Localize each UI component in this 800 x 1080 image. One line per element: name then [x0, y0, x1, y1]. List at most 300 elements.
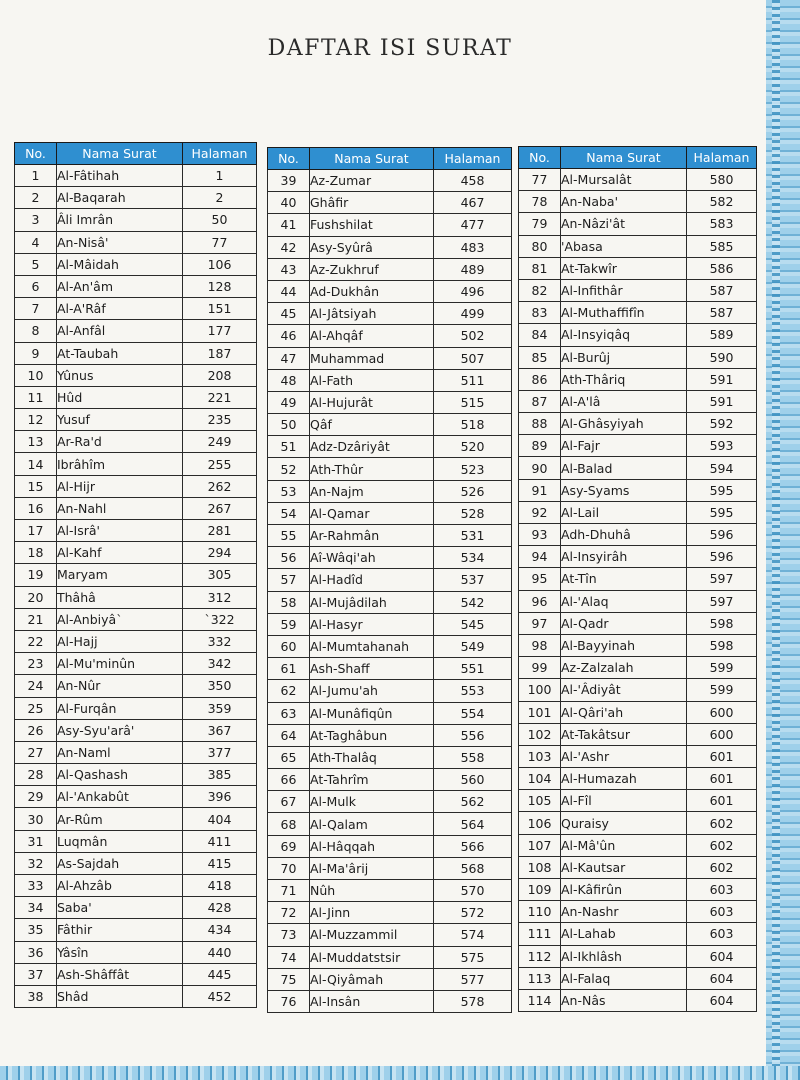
surah-name: An-Nâs — [561, 989, 687, 1011]
surah-number: 103 — [519, 745, 561, 767]
surah-table-3 — [518, 146, 757, 1012]
page-number: 255 — [183, 453, 257, 475]
page-number: 591 — [687, 390, 757, 412]
surah-number: 71 — [268, 880, 310, 902]
surah-name: 'Abasa — [561, 235, 687, 257]
table-row — [519, 257, 757, 279]
surah-number: 54 — [268, 502, 310, 524]
surah-number: 36 — [15, 941, 57, 963]
surah-name: Yusuf — [57, 409, 183, 431]
table-row — [15, 275, 257, 297]
surah-name: Al-Lahab — [561, 923, 687, 945]
table-row — [519, 745, 757, 767]
page-number: 415 — [183, 852, 257, 874]
table-row — [519, 945, 757, 967]
surah-name: Al-Mulk — [310, 791, 434, 813]
page-number: 534 — [434, 547, 512, 569]
table-row — [15, 342, 257, 364]
page-number: 187 — [183, 342, 257, 364]
page-number: 574 — [434, 924, 512, 946]
table-row — [519, 768, 757, 790]
surah-name: Al-'Alaq — [561, 590, 687, 612]
header-page: Halaman — [687, 147, 757, 169]
surah-name: Adh-Dhuhâ — [561, 524, 687, 546]
surah-number: 94 — [519, 546, 561, 568]
surah-number: 102 — [519, 723, 561, 745]
surah-number: 62 — [268, 680, 310, 702]
surah-name: Ar-Ra'd — [57, 431, 183, 453]
surah-number: 38 — [15, 985, 57, 1007]
surah-name: Ash-Shâffât — [57, 963, 183, 985]
page-number: 587 — [687, 279, 757, 301]
table-row — [519, 346, 757, 368]
surah-name: Al-'Ankabût — [57, 786, 183, 808]
surah-number: 84 — [519, 324, 561, 346]
table-row — [15, 453, 257, 475]
page-number: 249 — [183, 431, 257, 453]
table-row — [15, 985, 257, 1007]
table-row — [15, 653, 257, 675]
surah-name: Al-Anfâl — [57, 320, 183, 342]
table-row — [268, 391, 512, 413]
surah-number: 53 — [268, 480, 310, 502]
surah-name: Al-Mâ'ûn — [561, 834, 687, 856]
table-row — [15, 897, 257, 919]
surah-number: 19 — [15, 564, 57, 586]
surah-name: Al-Burûj — [561, 346, 687, 368]
surah-name: Yûnus — [57, 364, 183, 386]
page-number: 596 — [687, 524, 757, 546]
surah-number: 64 — [268, 724, 310, 746]
surah-number: 28 — [15, 764, 57, 786]
page-number: 601 — [687, 790, 757, 812]
page-number: 562 — [434, 791, 512, 813]
table-row — [519, 812, 757, 834]
surah-name: Al-Jinn — [310, 902, 434, 924]
surah-number: 74 — [268, 946, 310, 968]
table-row — [519, 967, 757, 989]
surah-name: Al-Falaq — [561, 967, 687, 989]
surah-number: 58 — [268, 591, 310, 613]
surah-name: Al-Qiyâmah — [310, 968, 434, 990]
surah-name: Al-Insyiqâq — [561, 324, 687, 346]
surah-number: 59 — [268, 613, 310, 635]
surah-number: 96 — [519, 590, 561, 612]
page-number: 566 — [434, 835, 512, 857]
surah-name: Al-Humazah — [561, 768, 687, 790]
surah-name: Al-Mâidah — [57, 253, 183, 275]
surah-name: Al-Hijr — [57, 475, 183, 497]
table-row — [268, 946, 512, 968]
surah-number: 69 — [268, 835, 310, 857]
surah-name: Al-Insyirâh — [561, 546, 687, 568]
table-row — [268, 857, 512, 879]
surah-name: An-Nâzi'ât — [561, 213, 687, 235]
page-number: 598 — [687, 634, 757, 656]
surah-number: 13 — [15, 431, 57, 453]
page-number: 523 — [434, 458, 512, 480]
page-number: 604 — [687, 945, 757, 967]
page-number: 595 — [687, 501, 757, 523]
page-number: 342 — [183, 653, 257, 675]
surah-number: 104 — [519, 768, 561, 790]
table-row — [15, 675, 257, 697]
page-number: 483 — [434, 236, 512, 258]
table-row — [519, 368, 757, 390]
surah-name: Nûh — [310, 880, 434, 902]
surah-name: Al-Mumtahanah — [310, 635, 434, 657]
surah-name: Al-Ahqâf — [310, 325, 434, 347]
surah-name: Ibrâhîm — [57, 453, 183, 475]
page-number: 598 — [687, 612, 757, 634]
table-row — [268, 791, 512, 813]
page-number: 551 — [434, 658, 512, 680]
table-row — [15, 431, 257, 453]
page-number: 599 — [687, 657, 757, 679]
table-row — [15, 364, 257, 386]
surah-name: Al-Fajr — [561, 435, 687, 457]
surah-name: Al-Mu'minûn — [57, 653, 183, 675]
surah-name: Al-Qadr — [561, 612, 687, 634]
surah-name: Al-Fîl — [561, 790, 687, 812]
table-row — [15, 298, 257, 320]
surah-name: Al-Kautsar — [561, 856, 687, 878]
surah-number: 3 — [15, 209, 57, 231]
page-number: 385 — [183, 764, 257, 786]
table-row — [519, 413, 757, 435]
surah-name: At-Taghâbun — [310, 724, 434, 746]
surah-name: Al-Munâfiqûn — [310, 702, 434, 724]
page-number: 554 — [434, 702, 512, 724]
surah-name: Asy-Syûrâ — [310, 236, 434, 258]
page-number: 452 — [183, 985, 257, 1007]
surah-name: Az-Zukhruf — [310, 258, 434, 280]
page-number: 568 — [434, 857, 512, 879]
surah-number: 56 — [268, 547, 310, 569]
surah-number: 114 — [519, 989, 561, 1011]
page-number: 602 — [687, 856, 757, 878]
page-number: 597 — [687, 590, 757, 612]
page-number: `322 — [183, 608, 257, 630]
page-number: 221 — [183, 386, 257, 408]
table-row — [15, 830, 257, 852]
surah-number: 109 — [519, 879, 561, 901]
surah-number: 46 — [268, 325, 310, 347]
page-number: 595 — [687, 479, 757, 501]
page-number: 604 — [687, 967, 757, 989]
page-number: 586 — [687, 257, 757, 279]
surah-number: 52 — [268, 458, 310, 480]
page-number: 589 — [687, 324, 757, 346]
table-row — [519, 701, 757, 723]
surah-number: 87 — [519, 390, 561, 412]
table-row — [519, 856, 757, 878]
surah-number: 41 — [268, 214, 310, 236]
table-row — [15, 941, 257, 963]
table-row — [15, 963, 257, 985]
page-number: 526 — [434, 480, 512, 502]
page-number: 377 — [183, 741, 257, 763]
surah-name: Al-Balad — [561, 457, 687, 479]
page-number: 305 — [183, 564, 257, 586]
table-row — [519, 989, 757, 1011]
table-row — [268, 214, 512, 236]
table-row — [519, 501, 757, 523]
surah-number: 39 — [268, 170, 310, 192]
table-row — [15, 542, 257, 564]
table-row — [15, 608, 257, 630]
table-row — [15, 808, 257, 830]
surah-name: Al-Ahzâb — [57, 875, 183, 897]
surah-number: 88 — [519, 413, 561, 435]
page-number: 577 — [434, 968, 512, 990]
table-row — [519, 213, 757, 235]
surah-name: Al-Jâtsiyah — [310, 303, 434, 325]
surah-number: 23 — [15, 653, 57, 675]
surah-number: 86 — [519, 368, 561, 390]
page-number: 585 — [687, 235, 757, 257]
surah-number: 82 — [519, 279, 561, 301]
decorative-border-bottom — [0, 1066, 800, 1080]
surah-number: 77 — [519, 169, 561, 191]
surah-name: An-Nahl — [57, 497, 183, 519]
table-row — [268, 258, 512, 280]
header-name: Nama Surat — [310, 148, 434, 170]
surah-name: Al-Fath — [310, 369, 434, 391]
surah-number: 113 — [519, 967, 561, 989]
surah-name: Al-Kahf — [57, 542, 183, 564]
surah-number: 48 — [268, 369, 310, 391]
surah-name: Al-Hajj — [57, 630, 183, 652]
page-number: 600 — [687, 723, 757, 745]
surah-number: 107 — [519, 834, 561, 856]
page-number: 177 — [183, 320, 257, 342]
surah-name: Al-Fâtihah — [57, 165, 183, 187]
table-row — [268, 414, 512, 436]
surah-table-1 — [14, 142, 257, 1008]
page-number: 560 — [434, 769, 512, 791]
page-number: 537 — [434, 569, 512, 591]
table-row — [268, 502, 512, 524]
surah-number: 47 — [268, 347, 310, 369]
table-row — [268, 990, 512, 1012]
surah-name: Ar-Rahmân — [310, 525, 434, 547]
surah-name: Az-Zumar — [310, 170, 434, 192]
table-row — [15, 165, 257, 187]
page-number: 545 — [434, 613, 512, 635]
table-row — [15, 741, 257, 763]
page-number: 580 — [687, 169, 757, 191]
page-number: 553 — [434, 680, 512, 702]
page-number: 602 — [687, 834, 757, 856]
surah-number: 63 — [268, 702, 310, 724]
surah-number: 33 — [15, 875, 57, 897]
surah-number: 76 — [268, 990, 310, 1012]
table-row — [15, 875, 257, 897]
table-row — [15, 919, 257, 941]
surah-number: 97 — [519, 612, 561, 634]
table-row — [519, 612, 757, 634]
surah-name: Adz-Dzâriyât — [310, 436, 434, 458]
surah-name: Al-Hâqqah — [310, 835, 434, 857]
surah-number: 30 — [15, 808, 57, 830]
surah-name: Al-Ma'ârij — [310, 857, 434, 879]
page-number: 489 — [434, 258, 512, 280]
surah-name: Al-Mursalât — [561, 169, 687, 191]
surah-number: 40 — [268, 192, 310, 214]
surah-name: An-Najm — [310, 480, 434, 502]
surah-name: An-Nashr — [561, 901, 687, 923]
table-row — [268, 436, 512, 458]
page-number: 594 — [687, 457, 757, 479]
surah-name: An-Nûr — [57, 675, 183, 697]
surah-number: 89 — [519, 435, 561, 457]
table-row — [268, 880, 512, 902]
surah-name: Thâhâ — [57, 586, 183, 608]
surah-number: 55 — [268, 525, 310, 547]
surah-name: Al-Lail — [561, 501, 687, 523]
surah-number: 4 — [15, 231, 57, 253]
surah-number: 37 — [15, 963, 57, 985]
table-row — [519, 524, 757, 546]
surah-number: 72 — [268, 902, 310, 924]
table-row — [15, 253, 257, 275]
surah-number: 35 — [15, 919, 57, 941]
page-number: 477 — [434, 214, 512, 236]
page-number: 404 — [183, 808, 257, 830]
surah-number: 6 — [15, 275, 57, 297]
table-row — [519, 479, 757, 501]
surah-number: 61 — [268, 658, 310, 680]
table-row — [15, 786, 257, 808]
table-row — [519, 901, 757, 923]
surah-name: Al-Hadîd — [310, 569, 434, 591]
page-number: 418 — [183, 875, 257, 897]
table-row — [519, 790, 757, 812]
surah-number: 21 — [15, 608, 57, 630]
table-row — [15, 209, 257, 231]
table-row — [268, 968, 512, 990]
surah-number: 49 — [268, 391, 310, 413]
surah-number: 7 — [15, 298, 57, 320]
page-number: 50 — [183, 209, 257, 231]
page-number: 602 — [687, 812, 757, 834]
page-number: 262 — [183, 475, 257, 497]
surah-number: 27 — [15, 741, 57, 763]
page-number: 549 — [434, 635, 512, 657]
page-number: 587 — [687, 302, 757, 324]
table-row — [15, 697, 257, 719]
table-row — [268, 369, 512, 391]
surah-name: Al-Infithâr — [561, 279, 687, 301]
table-row — [519, 191, 757, 213]
surah-number: 50 — [268, 414, 310, 436]
surah-name: At-Tahrîm — [310, 769, 434, 791]
table-row — [519, 546, 757, 568]
surah-name: Al-A'Râf — [57, 298, 183, 320]
surah-name: Al-Jumu'ah — [310, 680, 434, 702]
surah-name: Yâsîn — [57, 941, 183, 963]
page-number: 312 — [183, 586, 257, 608]
surah-name: At-Takâtsur — [561, 723, 687, 745]
surah-number: 112 — [519, 945, 561, 967]
surah-name: An-Naba' — [561, 191, 687, 213]
surah-name: Al-Qamar — [310, 502, 434, 524]
table-row — [268, 480, 512, 502]
surah-number: 29 — [15, 786, 57, 808]
surah-number: 17 — [15, 520, 57, 542]
table-row — [268, 658, 512, 680]
surah-name: Al-Mujâdilah — [310, 591, 434, 613]
table-row — [268, 746, 512, 768]
table-row — [519, 435, 757, 457]
surah-name: Muhammad — [310, 347, 434, 369]
surah-number: 24 — [15, 675, 57, 697]
surah-number: 22 — [15, 630, 57, 652]
page-number: 575 — [434, 946, 512, 968]
surah-name: Al-Bayyinah — [561, 634, 687, 656]
surah-name: Saba' — [57, 897, 183, 919]
surah-number: 83 — [519, 302, 561, 324]
page-number: 531 — [434, 525, 512, 547]
surah-name: Al-'Âdiyât — [561, 679, 687, 701]
surah-number: 85 — [519, 346, 561, 368]
surah-name: Aî-Wâqi'ah — [310, 547, 434, 569]
surah-number: 93 — [519, 524, 561, 546]
table-row — [268, 170, 512, 192]
table-row — [15, 409, 257, 431]
page-number: 511 — [434, 369, 512, 391]
table-row — [15, 475, 257, 497]
decorative-border-pattern — [772, 0, 780, 1080]
surah-number: 2 — [15, 187, 57, 209]
page-number: 106 — [183, 253, 257, 275]
page-number: 77 — [183, 231, 257, 253]
surah-number: 60 — [268, 635, 310, 657]
surah-number: 78 — [519, 191, 561, 213]
table-row — [268, 813, 512, 835]
surah-number: 16 — [15, 497, 57, 519]
table-row — [268, 236, 512, 258]
surah-name: Ath-Thâriq — [561, 368, 687, 390]
surah-number: 80 — [519, 235, 561, 257]
table-row — [15, 320, 257, 342]
surah-number: 8 — [15, 320, 57, 342]
table-row — [519, 879, 757, 901]
surah-name: Al-Baqarah — [57, 187, 183, 209]
table-row — [268, 613, 512, 635]
page-number: 583 — [687, 213, 757, 235]
surah-number: 106 — [519, 812, 561, 834]
table-row — [268, 525, 512, 547]
page-number: 578 — [434, 990, 512, 1012]
surah-number: 5 — [15, 253, 57, 275]
page-number: 128 — [183, 275, 257, 297]
surah-number: 65 — [268, 746, 310, 768]
page-number: 520 — [434, 436, 512, 458]
table-row — [519, 324, 757, 346]
page-number: 281 — [183, 520, 257, 542]
table-row — [519, 568, 757, 590]
surah-number: 57 — [268, 569, 310, 591]
surah-number: 67 — [268, 791, 310, 813]
table-row — [268, 547, 512, 569]
page-number: 507 — [434, 347, 512, 369]
page-number: 515 — [434, 391, 512, 413]
surah-name: Al-Isrâ' — [57, 520, 183, 542]
surah-number: 98 — [519, 634, 561, 656]
surah-name: Âli Imrân — [57, 209, 183, 231]
